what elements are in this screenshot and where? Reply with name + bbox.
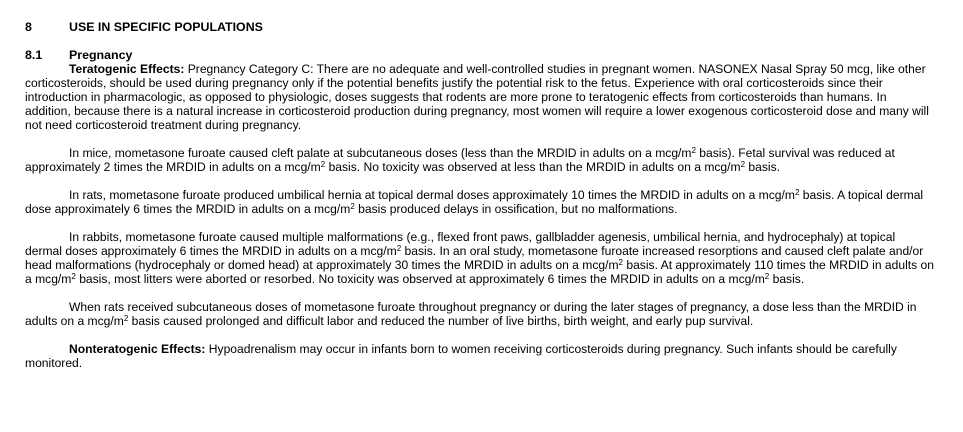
rabbits-text-2: basis. In an oral study, mometasone furoate increased resorptions and caused cleft palate and/or head malformations (hydrocephaly or domed head) at approximately 30 times the MRDID in adults on a mcg/m xyxy=(25,244,924,272)
rabbits-text-4: basis, most litters were aborted or resorbed. No toxicity was observed at approximately 6 times the MRDID in adults on a mcg/m xyxy=(75,272,765,286)
teratogenic-paragraph xyxy=(25,62,935,132)
section-number: 8 xyxy=(25,20,32,34)
superscript: 2 xyxy=(764,272,770,281)
labor-text-1: When rats received subcutaneous doses of mometasone furoate throughout pregnancy or during the later stages of pregnancy, a dose less than the MRDID in adults on a mcg/m xyxy=(25,300,917,328)
section-heading xyxy=(25,20,935,34)
superscript: 2 xyxy=(350,202,355,211)
nonteratogenic-paragraph xyxy=(25,342,935,370)
rats-text-1: In rats, mometasone furoate produced umbilical hernia at topical dermal doses approximately 10 times the MRDID in adults on a mcg/m xyxy=(69,188,795,202)
superscript: 2 xyxy=(71,272,76,281)
subsection-title: Pregnancy xyxy=(69,48,133,62)
subsection-heading xyxy=(25,48,935,62)
superscript: 2 xyxy=(794,188,800,197)
mice-text-4: basis. xyxy=(745,160,781,174)
rabbits-text-1: In rabbits, mometasone furoate caused multiple malformations (e.g., flexed front paws, gallbladder agenesis, umbilical hernia, and hydrocephaly) at topical dermal doses approximately 6 times the MRDID in adults on a mcg/m xyxy=(25,230,896,258)
rats-text-2: basis. A topical dermal dose approximately 6 times the MRDID in adults on a mcg/m xyxy=(25,188,924,216)
rabbits-text-3: basis. At approximately 110 times the MRDID in adults on a mcg/m xyxy=(25,258,934,286)
document-page xyxy=(25,20,935,370)
section-title: USE IN SPECIFIC POPULATIONS xyxy=(69,20,263,34)
mice-text-3: basis. No toxicity was observed at less than the MRDID in adults on a mcg/m xyxy=(325,160,741,174)
labor-text-2: basis caused prolonged and difficult labor and reduced the number of live births, birth weight, and early pup survival. xyxy=(128,314,754,328)
teratogenic-text: Pregnancy Category C: There are no adequate and well-controlled studies in pregnant women. NASONEX Nasal Spray 50 mcg, like other corticosteroids, should be used during pregnancy only if the potential benefits justify the potential risk to the fetus. Experience with oral corticosteroids since their introduction in pharmacologic, as opposed to physiologic, doses suggests that rodents are more prone to teratogenic effects from corticosteroids than humans. In addition, because there is a natural increase in corticosteroid production during pregnancy, most women will require a lower exogenous corticosteroid dose and many will not need corticosteroid treatment during pregnancy. xyxy=(25,62,929,132)
superscript: 2 xyxy=(123,314,129,323)
superscript: 2 xyxy=(618,258,623,267)
superscript: 2 xyxy=(320,160,326,169)
rats-text-3: basis produced delays in ossification, but no malformations. xyxy=(354,202,678,216)
nonteratogenic-label: Nonteratogenic Effects: xyxy=(69,342,206,356)
teratogenic-label: Teratogenic Effects: xyxy=(69,62,185,76)
superscript: 2 xyxy=(396,244,402,253)
nonteratogenic-text: Hypoadrenalism may occur in infants born to women receiving corticosteroids during pregnancy. Such infants should be carefully monitored. xyxy=(25,342,897,370)
mice-text-2: basis). Fetal survival was reduced at approximately 2 times the MRDID in adults on a mcg/m xyxy=(25,146,895,174)
rats-paragraph xyxy=(25,188,935,216)
superscript: 2 xyxy=(740,160,746,169)
mice-text-1: In mice, mometasone furoate caused cleft palate at subcutaneous doses (less than the MRDID in adults on a mcg/m xyxy=(69,146,692,160)
rabbits-paragraph xyxy=(25,230,935,286)
superscript: 2 xyxy=(691,146,696,155)
labor-paragraph xyxy=(25,300,935,328)
rabbits-text-5: basis. xyxy=(769,272,805,286)
subsection-number: 8.1 xyxy=(25,48,43,62)
mice-paragraph xyxy=(25,146,935,174)
